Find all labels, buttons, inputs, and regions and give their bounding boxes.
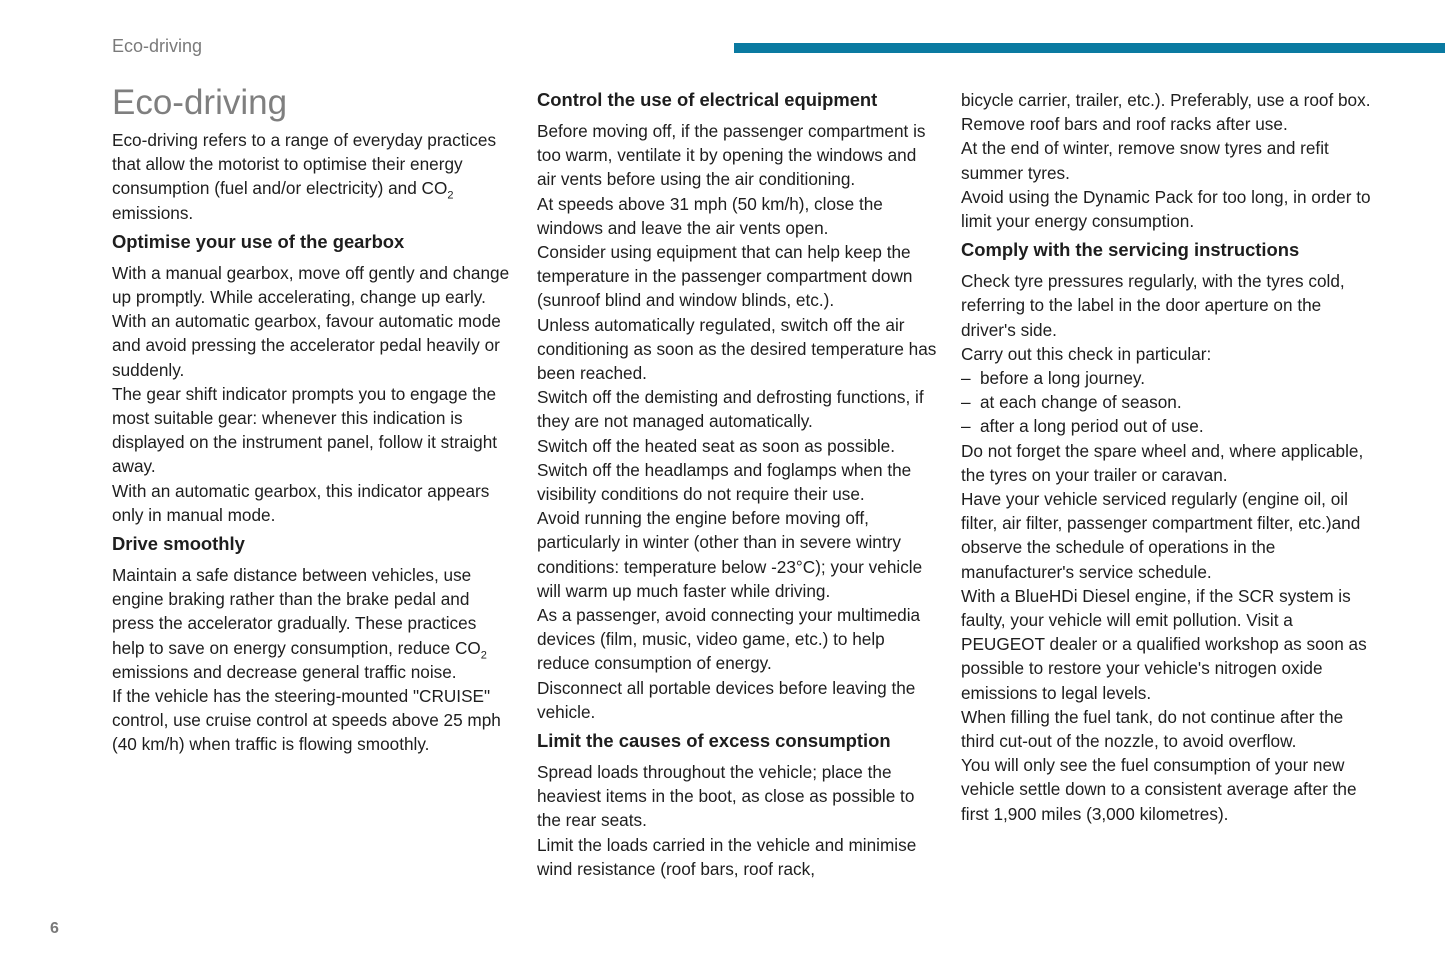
- paragraph: Switch off the headlamps and foglamps when the visibility conditions do not require their use.: [537, 459, 912, 505]
- paragraph: Spread loads throughout the vehicle; place the heaviest items in the boot, as close as possible to the rear seats.: [537, 762, 915, 831]
- paragraph: Switch off the heated seat as soon as possible.: [537, 435, 895, 456]
- dash-bullet-icon: –: [961, 368, 971, 389]
- list-item: – after a long period out of use.: [961, 414, 1371, 438]
- paragraph: Disconnect all portable devices before leaving the vehicle.: [537, 677, 916, 722]
- dash-bullet-icon: –: [961, 416, 971, 437]
- list-item: – before a long journey.: [961, 366, 1371, 390]
- paragraph: Do not forget the spare wheel and, where applicable, the tyres on your trailer or caravan.: [961, 440, 1364, 485]
- section-heading-electrical: Control the use of electrical equipment: [537, 89, 878, 110]
- paragraph: Carry out this check in particular:: [961, 343, 1212, 364]
- paragraph: With a BlueHDi Diesel engine, if the SCR system is faulty, your vehicle will emit pollution. Visit a PEUGEOT dealer or a qualified workshop as soon as possible to restore your vehicle's nitrogen oxide emissions to legal levels.: [961, 585, 1367, 703]
- paragraph: Maintain a safe distance between vehicles, use engine braking rather than the brake pedal and press the accelerator gradually. These practices help to save on energy consumption, reduce $CO_2$ emissions and decrease general traffic noise.: [112, 565, 487, 682]
- paragraph: With a manual gearbox, move off gently and change up promptly. While accelerating, change up early.: [112, 262, 510, 308]
- column-1: [112, 83, 512, 757]
- paragraph: Unless automatically regulated, switch off the air conditioning as soon as the desired temperature has been reached.: [537, 314, 937, 384]
- page-title: Eco-driving: [112, 83, 288, 122]
- paragraph: If the vehicle has the steering-mounted "CRUISE" control, use cruise control at speeds above 25 mph (40 km/h) when traffic is flowing smoothly.: [112, 686, 501, 755]
- paragraph: Remove roof bars and roof racks after use.: [961, 114, 1288, 135]
- paragraph: Before moving off, if the passenger compartment is too warm, ventilate it by opening the windows and air vents before using the air conditioning.: [537, 121, 926, 190]
- paragraph: You will only see the fuel consumption of your new vehicle settle down to a consistent average after the first 1,900 miles (3,000 kilometres).: [961, 755, 1357, 824]
- header-accent-bar: [734, 43, 1445, 53]
- paragraph: Have your vehicle serviced regularly (engine oil, oil filter, air filter, passenger compartment filter, etc.)and observe the schedule of operations in the manufacturer's service schedule.: [961, 489, 1361, 582]
- column-2: [537, 88, 937, 881]
- paragraph: Check tyre pressures regularly, with the tyres cold, referring to the label in the door aperture on the driver's side.: [961, 271, 1345, 340]
- intro-paragraph: Eco-driving refers to a range of everyday practices that allow the motorist to optimise their energy consumption (fuel and/or electricity) and $CO_2$ emissions.: [112, 130, 497, 223]
- section-heading-drive-smoothly: Drive smoothly: [112, 533, 245, 555]
- running-head: Eco-driving: [112, 36, 203, 56]
- paragraph: With an automatic gearbox, favour automatic mode and avoid pressing the accelerator pedal heavily or suddenly.: [112, 311, 501, 380]
- paragraph: Consider using equipment that can help keep the temperature in the passenger compartment down (sunroof blind and window blinds, etc.).: [537, 242, 913, 311]
- paragraph: At the end of winter, remove snow tyres and refit summer tyres.: [961, 138, 1329, 183]
- dash-bullet-icon: –: [961, 392, 971, 413]
- paragraph: Avoid using the Dynamic Pack for too long, in order to limit your energy consumption.: [961, 186, 1371, 232]
- paragraph: At speeds above 31 mph (50 km/h), close the windows and leave the air vents open.: [537, 193, 883, 238]
- paragraph: When filling the fuel tank, do not continue after the third cut-out of the nozzle, to avoid overflow.: [961, 706, 1344, 752]
- section-heading-servicing: Comply with the servicing instructions: [961, 239, 1300, 261]
- paragraph: Switch off the demisting and defrosting functions, if they are not managed automatically.: [537, 387, 924, 432]
- paragraph: The gear shift indicator prompts you to engage the most suitable gear: whenever this indication is displayed on the instrument panel, follow it straight away.: [112, 383, 498, 477]
- section-heading-excess-consumption: Limit the causes of excess consumption: [537, 730, 891, 752]
- paragraph: bicycle carrier, trailer, etc.). Preferably, use a roof box.: [961, 90, 1371, 110]
- paragraph: Limit the loads carried in the vehicle and minimise wind resistance (roof bars, roof rack,: [537, 834, 917, 879]
- column-3: [961, 88, 1371, 826]
- paragraph: Avoid running the engine before moving off, particularly in winter (other than in severe wintry conditions: temperature below -23°C); your vehicle will warm up much faster while driving.: [537, 508, 923, 601]
- paragraph: As a passenger, avoid connecting your multimedia devices (film, music, video game, etc.) to help reduce consumption of energy.: [537, 605, 921, 674]
- paragraph: With an automatic gearbox, this indicator appears only in manual mode.: [112, 480, 490, 525]
- list-item: – at each change of season.: [961, 390, 1371, 414]
- page-number: 6: [50, 920, 59, 937]
- section-heading-gearbox: Optimise your use of the gearbox: [112, 230, 405, 252]
